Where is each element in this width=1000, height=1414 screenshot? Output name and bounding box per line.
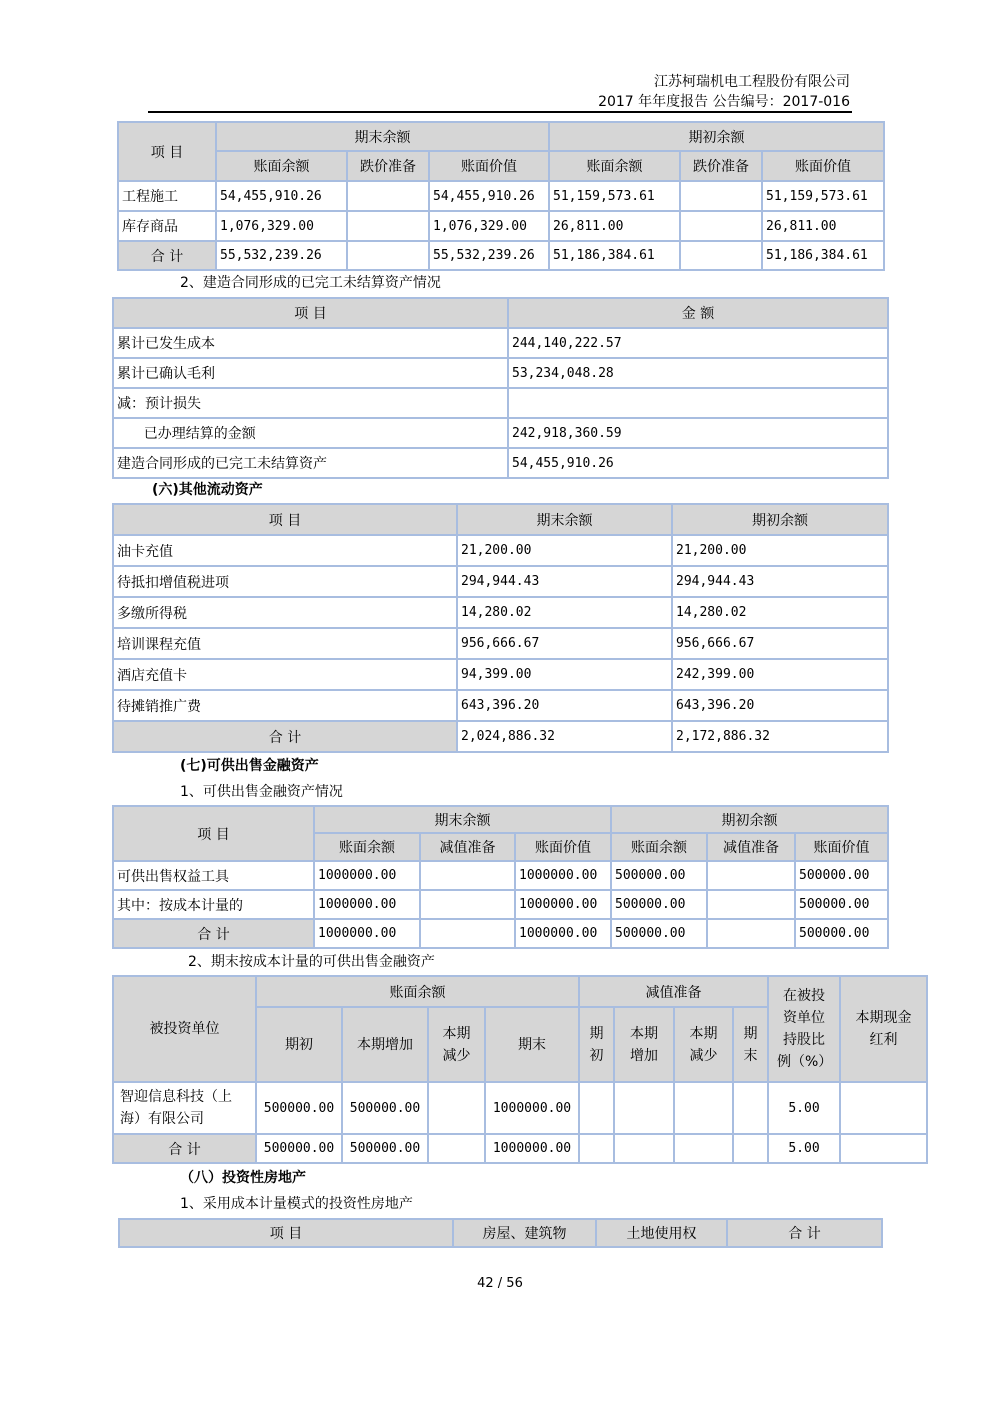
cell: 500000.00 bbox=[611, 890, 707, 919]
total-label: 合 计 bbox=[113, 1134, 256, 1163]
header-item: 项 目 bbox=[119, 1219, 453, 1247]
row-label: 多缴所得税 bbox=[113, 597, 457, 628]
available-for-sale-table bbox=[112, 805, 889, 949]
cell: 1,076,329.00 bbox=[216, 211, 347, 241]
cell: 54,455,910.26 bbox=[216, 181, 347, 211]
cell bbox=[347, 211, 429, 241]
table-row bbox=[113, 418, 888, 448]
header-holding-ratio: 在被投资单位持股比例（%） bbox=[768, 976, 840, 1082]
table-row bbox=[113, 1082, 927, 1134]
cell: 643,396.20 bbox=[672, 690, 888, 721]
cell: 1000000.00 bbox=[515, 861, 611, 890]
cell: 2,024,886.32 bbox=[457, 721, 672, 752]
cell: 14,280.02 bbox=[672, 597, 888, 628]
row-label: 已办理结算的金额 bbox=[113, 418, 508, 448]
total-label: 合 计 bbox=[118, 241, 216, 270]
cell: 643,396.20 bbox=[457, 690, 672, 721]
subheader: 本期增加 bbox=[614, 1007, 674, 1082]
cell: 21,200.00 bbox=[457, 535, 672, 566]
caption-available-for-sale: 1、可供出售金融资产情况 bbox=[180, 784, 343, 800]
page-number: 42 / 56 bbox=[477, 1276, 523, 1291]
cell: 5.00 bbox=[768, 1082, 840, 1134]
table-row bbox=[113, 388, 888, 418]
inventory-table bbox=[117, 121, 885, 271]
caption-cost-measured: 2、期末按成本计量的可供出售金融资产 bbox=[188, 954, 435, 970]
cell bbox=[733, 1082, 768, 1134]
total-label: 合 计 bbox=[113, 721, 457, 752]
cell: 500000.00 bbox=[256, 1134, 342, 1163]
row-label: 培训课程充值 bbox=[113, 628, 457, 659]
header-rule bbox=[148, 111, 852, 113]
cell bbox=[680, 241, 762, 270]
table-row bbox=[113, 358, 888, 388]
caption-investment-property: 1、采用成本计量模式的投资性房地产 bbox=[180, 1196, 413, 1212]
table-row bbox=[113, 328, 888, 358]
construction-contract-table bbox=[112, 297, 889, 479]
cell: 21,200.00 bbox=[672, 535, 888, 566]
header-period-begin: 期初余额 bbox=[672, 504, 888, 535]
cell bbox=[840, 1134, 927, 1163]
header-land-use-right: 土地使用权 bbox=[596, 1219, 727, 1247]
row-label: 累计已发生成本 bbox=[113, 328, 508, 358]
row-label: 智迎信息科技（上海）有限公司 bbox=[113, 1082, 256, 1134]
cell bbox=[614, 1082, 674, 1134]
cell bbox=[347, 181, 429, 211]
cell: 53,234,048.28 bbox=[508, 358, 888, 388]
cell: 242,399.00 bbox=[672, 659, 888, 690]
cell: 500000.00 bbox=[611, 861, 707, 890]
header-period-end: 期末余额 bbox=[457, 504, 672, 535]
cell: 26,811.00 bbox=[549, 211, 680, 241]
subheader: 期末 bbox=[733, 1007, 768, 1082]
header-period-begin: 期初余额 bbox=[549, 122, 884, 151]
cell: 54,455,910.26 bbox=[429, 181, 549, 211]
table-row bbox=[113, 448, 888, 478]
subheader: 账面余额 bbox=[216, 151, 347, 181]
subheader: 账面余额 bbox=[611, 833, 707, 861]
cell bbox=[614, 1134, 674, 1163]
cell bbox=[733, 1134, 768, 1163]
cell bbox=[674, 1082, 733, 1134]
subheader: 账面价值 bbox=[795, 833, 888, 861]
row-label: 油卡充值 bbox=[113, 535, 457, 566]
row-label: 减：预计损失 bbox=[113, 388, 508, 418]
cell bbox=[347, 241, 429, 270]
cell bbox=[579, 1134, 614, 1163]
cell bbox=[428, 1134, 485, 1163]
cell bbox=[680, 181, 762, 211]
subheader: 账面价值 bbox=[762, 151, 884, 181]
total-row bbox=[113, 1134, 927, 1163]
header-item: 项 目 bbox=[113, 298, 508, 328]
table-row bbox=[113, 890, 888, 919]
cell: 294,944.43 bbox=[672, 566, 888, 597]
cell: 26,811.00 bbox=[762, 211, 884, 241]
header-investee: 被投资单位 bbox=[113, 976, 256, 1082]
table-row bbox=[113, 861, 888, 890]
cell: 5.00 bbox=[768, 1134, 840, 1163]
row-label: 待摊销推广费 bbox=[113, 690, 457, 721]
cell: 1000000.00 bbox=[314, 919, 420, 948]
cell: 55,532,239.26 bbox=[216, 241, 347, 270]
subheader: 本期增加 bbox=[342, 1007, 428, 1082]
section-other-current-assets: (六)其他流动资产 bbox=[152, 482, 263, 498]
header-impairment: 减值准备 bbox=[579, 976, 768, 1007]
header-period-end: 期末余额 bbox=[314, 806, 611, 833]
subheader: 跌价准备 bbox=[347, 151, 429, 181]
header-cash-dividend: 本期现金红利 bbox=[840, 976, 927, 1082]
cell: 500000.00 bbox=[342, 1134, 428, 1163]
table-row bbox=[113, 628, 888, 659]
cell: 1000000.00 bbox=[314, 861, 420, 890]
subheader: 期初 bbox=[579, 1007, 614, 1082]
company-name: 江苏柯瑞机电工程股份有限公司 bbox=[654, 74, 850, 90]
cell: 51,186,384.61 bbox=[549, 241, 680, 270]
subheader: 减值准备 bbox=[420, 833, 515, 861]
cost-measured-investment-table bbox=[112, 975, 928, 1164]
cell: 14,280.02 bbox=[457, 597, 672, 628]
cell: 500000.00 bbox=[795, 890, 888, 919]
table-row bbox=[113, 597, 888, 628]
subheader: 账面价值 bbox=[429, 151, 549, 181]
cell: 500000.00 bbox=[256, 1082, 342, 1134]
row-label: 工程施工 bbox=[118, 181, 216, 211]
cell: 242,918,360.59 bbox=[508, 418, 888, 448]
cell: 51,159,573.61 bbox=[549, 181, 680, 211]
header-total: 合 计 bbox=[727, 1219, 882, 1247]
header-item: 项 目 bbox=[118, 122, 216, 181]
header-buildings: 房屋、建筑物 bbox=[453, 1219, 596, 1247]
cell: 2,172,886.32 bbox=[672, 721, 888, 752]
total-row bbox=[118, 241, 884, 270]
cell bbox=[579, 1082, 614, 1134]
cell: 500000.00 bbox=[795, 919, 888, 948]
cell: 1000000.00 bbox=[485, 1082, 579, 1134]
cell: 1,076,329.00 bbox=[429, 211, 549, 241]
cell: 94,399.00 bbox=[457, 659, 672, 690]
total-row bbox=[113, 919, 888, 948]
cell: 1000000.00 bbox=[485, 1134, 579, 1163]
total-row bbox=[113, 721, 888, 752]
caption-construction-contract: 2、建造合同形成的已完工未结算资产情况 bbox=[180, 275, 441, 291]
row-label: 酒店充值卡 bbox=[113, 659, 457, 690]
subheader: 账面余额 bbox=[549, 151, 680, 181]
cell: 1000000.00 bbox=[314, 890, 420, 919]
header-item: 项 目 bbox=[113, 806, 314, 861]
subheader: 账面价值 bbox=[515, 833, 611, 861]
cell: 51,186,384.61 bbox=[762, 241, 884, 270]
table-row bbox=[113, 535, 888, 566]
table-row bbox=[113, 566, 888, 597]
cell bbox=[707, 919, 795, 948]
row-label: 建造合同形成的已完工未结算资产 bbox=[113, 448, 508, 478]
subheader: 期末 bbox=[485, 1007, 579, 1082]
cell bbox=[840, 1082, 927, 1134]
cell bbox=[420, 919, 515, 948]
header-amount: 金 额 bbox=[508, 298, 888, 328]
header-item: 项 目 bbox=[113, 504, 457, 535]
cell: 956,666.67 bbox=[672, 628, 888, 659]
cell bbox=[680, 211, 762, 241]
total-label: 合 计 bbox=[113, 919, 314, 948]
cell: 1000000.00 bbox=[515, 919, 611, 948]
header-period-end: 期末余额 bbox=[216, 122, 549, 151]
row-label: 其中：按成本计量的 bbox=[113, 890, 314, 919]
report-title: 2017 年年度报告 公告编号：2017-016 bbox=[598, 94, 850, 110]
row-label: 库存商品 bbox=[118, 211, 216, 241]
cell: 956,666.67 bbox=[457, 628, 672, 659]
row-label: 累计已确认毛利 bbox=[113, 358, 508, 388]
subheader: 跌价准备 bbox=[680, 151, 762, 181]
cell: 500000.00 bbox=[795, 861, 888, 890]
header-book-balance: 账面余额 bbox=[256, 976, 579, 1007]
cell: 54,455,910.26 bbox=[508, 448, 888, 478]
subheader: 本期减少 bbox=[674, 1007, 733, 1082]
table-row bbox=[113, 690, 888, 721]
subheader: 期初 bbox=[256, 1007, 342, 1082]
investment-property-table bbox=[118, 1218, 883, 1248]
cell bbox=[428, 1082, 485, 1134]
row-label: 可供出售权益工具 bbox=[113, 861, 314, 890]
cell bbox=[420, 890, 515, 919]
cell: 1000000.00 bbox=[515, 890, 611, 919]
section-available-for-sale: (七)可供出售金融资产 bbox=[180, 758, 319, 774]
header-period-begin: 期初余额 bbox=[611, 806, 888, 833]
cell bbox=[674, 1134, 733, 1163]
row-label: 待抵扣增值税进项 bbox=[113, 566, 457, 597]
cell bbox=[508, 388, 888, 418]
section-investment-property: （八）投资性房地产 bbox=[180, 1170, 306, 1186]
subheader: 本期减少 bbox=[428, 1007, 485, 1082]
cell: 500000.00 bbox=[611, 919, 707, 948]
cell bbox=[707, 890, 795, 919]
other-current-assets-table bbox=[112, 503, 889, 753]
cell bbox=[420, 861, 515, 890]
cell: 294,944.43 bbox=[457, 566, 672, 597]
cell bbox=[707, 861, 795, 890]
subheader: 减值准备 bbox=[707, 833, 795, 861]
table-row bbox=[113, 659, 888, 690]
cell: 500000.00 bbox=[342, 1082, 428, 1134]
table-row bbox=[118, 211, 884, 241]
cell: 244,140,222.57 bbox=[508, 328, 888, 358]
cell: 55,532,239.26 bbox=[429, 241, 549, 270]
cell: 51,159,573.61 bbox=[762, 181, 884, 211]
subheader: 账面余额 bbox=[314, 833, 420, 861]
table-row bbox=[118, 181, 884, 211]
